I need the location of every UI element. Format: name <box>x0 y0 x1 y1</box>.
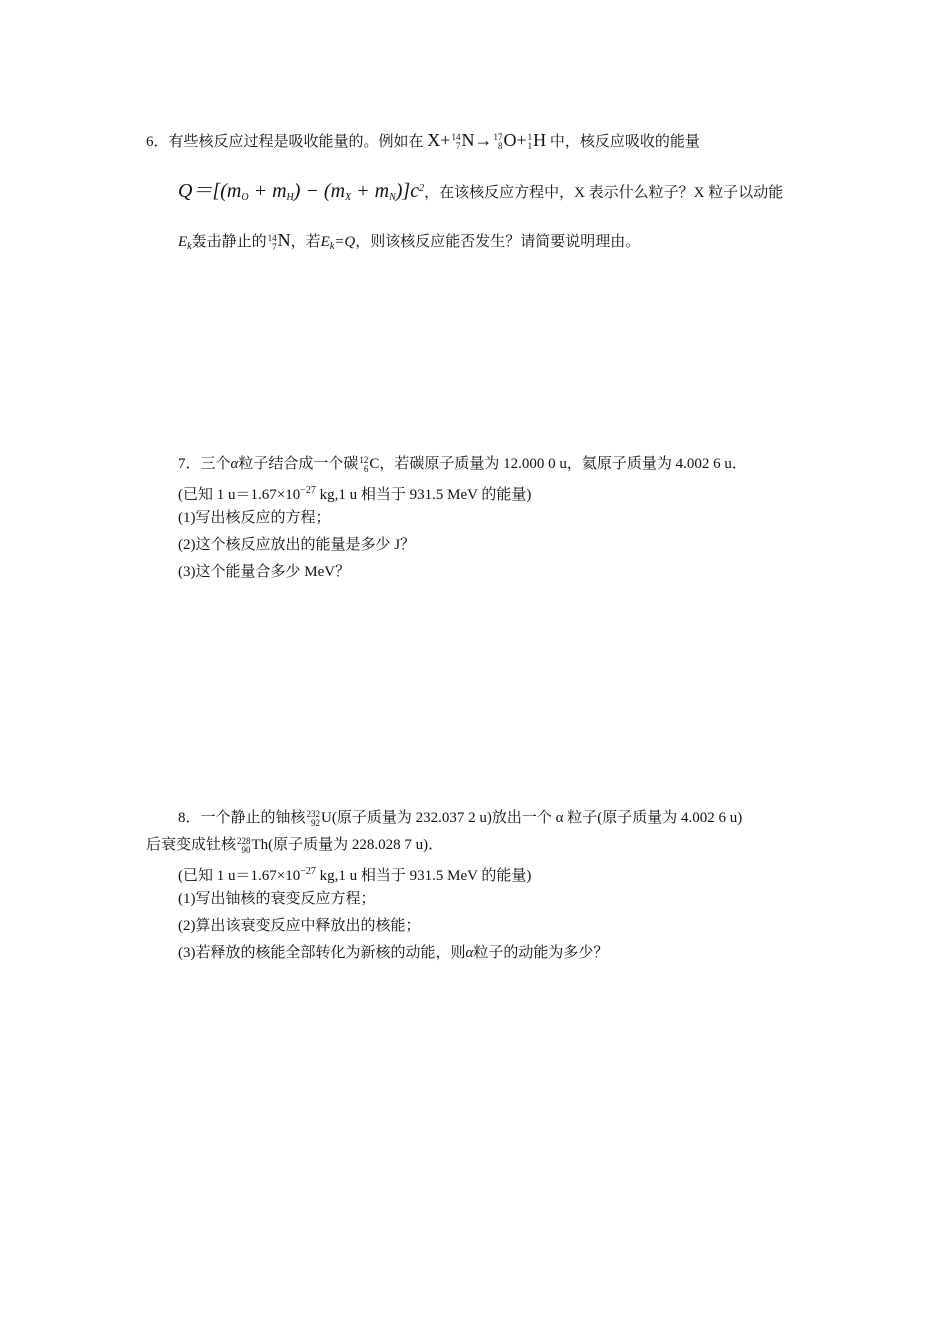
q7-text: (已知 1 u＝1.67×10 <box>178 487 301 503</box>
u-mass: 232 <box>306 808 321 819</box>
q8-line-5: (2)算出该衰变反应中释放出的核能； <box>178 918 421 934</box>
q6-line-3 <box>178 230 640 257</box>
q8-text: kg,1 u 相当于 931.5 MeV 的能量) <box>315 868 532 884</box>
n-symbol: N <box>277 230 291 250</box>
sub-n: N <box>389 192 396 203</box>
formula-part: + m <box>248 180 287 202</box>
q8-text: U(原子质量为 232.037 2 u)放出一个 α 粒子(原子质量为 4.002 6 u) <box>321 810 743 826</box>
q-formula <box>178 180 424 202</box>
q8-text: Th(原子质量为 228.028 7 u)． <box>251 837 444 853</box>
c-nuclide-indices <box>359 456 368 474</box>
formula-part: + m <box>351 180 390 202</box>
c-z: 6 <box>363 463 369 474</box>
sub-h: H <box>286 192 294 203</box>
eq-o: O+ <box>503 130 527 150</box>
q6-line-1 <box>146 130 700 152</box>
ek-sub: k <box>329 241 335 252</box>
o-mass: 17 <box>493 131 503 142</box>
reaction-equation <box>427 130 546 150</box>
ek-sub: k <box>187 241 192 252</box>
q8-text: (已知 1 u＝1.67×10 <box>178 868 301 884</box>
ek-symbol: E <box>320 234 330 250</box>
th-z: 90 <box>241 844 251 855</box>
n-nuclide-indices <box>268 234 277 252</box>
h-nuclide-indices <box>528 133 533 151</box>
q6-text: ，在该核反应方程中，X 表示什么粒子？X 粒子以动能 <box>424 185 784 201</box>
formula-part: )]c <box>395 180 420 202</box>
sub-o: O <box>241 192 249 203</box>
c-symbol: C <box>369 456 380 472</box>
alpha-symbol: α <box>230 456 239 472</box>
condition: =Q <box>334 234 356 250</box>
q8-text: 后衰变成钍核 <box>146 837 237 853</box>
c-mass: 12 <box>359 454 369 465</box>
eq-n: N→ <box>461 130 493 150</box>
o-z: 8 <box>497 140 503 151</box>
th-nuclide-indices <box>237 837 251 855</box>
alpha-symbol: α <box>465 945 474 961</box>
q7-line-2 <box>178 481 531 505</box>
q6-text: ，若 <box>290 234 321 250</box>
q8-line-3 <box>178 862 531 886</box>
n-mass: 14 <box>267 232 277 243</box>
q6-text: 中，核反应吸收的能量 <box>549 134 700 150</box>
q7-line-3: (1)写出核反应的方程； <box>178 510 331 526</box>
u-nuclide-indices <box>307 810 321 828</box>
formula-part: ) − (m <box>293 180 346 202</box>
q6-line-2 <box>178 179 783 208</box>
eq-h: H <box>533 130 547 150</box>
ek-symbol: E <box>178 234 188 250</box>
exponent: −27 <box>300 485 316 496</box>
exp-2: 2 <box>419 183 425 194</box>
q8-line-6 <box>178 943 608 963</box>
q6-text: 轰击静止的 <box>191 234 267 250</box>
formula-part: Q＝[(m <box>178 180 242 202</box>
q8-text: (3)若释放的核能全部转化为新核的动能，则 <box>178 945 466 961</box>
q7-line-1 <box>178 454 747 474</box>
q8-line-4: (1)写出铀核的衰变反应方程； <box>178 891 376 907</box>
n-nuclide-indices <box>451 133 460 151</box>
q7-text: kg,1 u 相当于 931.5 MeV 的能量) <box>315 487 532 503</box>
q8-line-2 <box>146 835 443 855</box>
q6-number: 6． <box>146 134 169 150</box>
eq-x: X+ <box>427 130 451 150</box>
o-nuclide-indices <box>493 133 502 151</box>
q7-text: ，若碳原子质量为 12.000 0 u，氦原子质量为 4.002 6 u． <box>379 456 747 472</box>
q6-text: ，则该核反应能否发生？请简要说明理由。 <box>355 234 641 250</box>
q8-text: 8．一个静止的铀核 <box>178 810 306 826</box>
h-mass: 1 <box>527 131 533 142</box>
q7-text: 粒子结合成一个碳 <box>238 456 359 472</box>
u-z: 92 <box>311 817 321 828</box>
q6-text: 有些核反应过程是吸收能量的。例如在 <box>168 134 424 150</box>
h-z: 1 <box>527 140 533 151</box>
q7-line-5: (3)这个能量合多少 MeV？ <box>178 564 351 580</box>
q8-line-1 <box>178 808 742 828</box>
th-mass: 228 <box>237 835 251 846</box>
q8-text: 粒子的动能为多少？ <box>473 945 609 961</box>
sub-x: X <box>345 192 352 203</box>
n-mass: 14 <box>451 131 461 142</box>
n-z: 7 <box>455 140 461 151</box>
exponent: −27 <box>300 866 316 877</box>
n-z: 7 <box>272 241 277 252</box>
q7-text: 7．三个 <box>178 456 231 472</box>
q7-line-4: (2)这个核反应放出的能量是多少 J？ <box>178 537 416 553</box>
